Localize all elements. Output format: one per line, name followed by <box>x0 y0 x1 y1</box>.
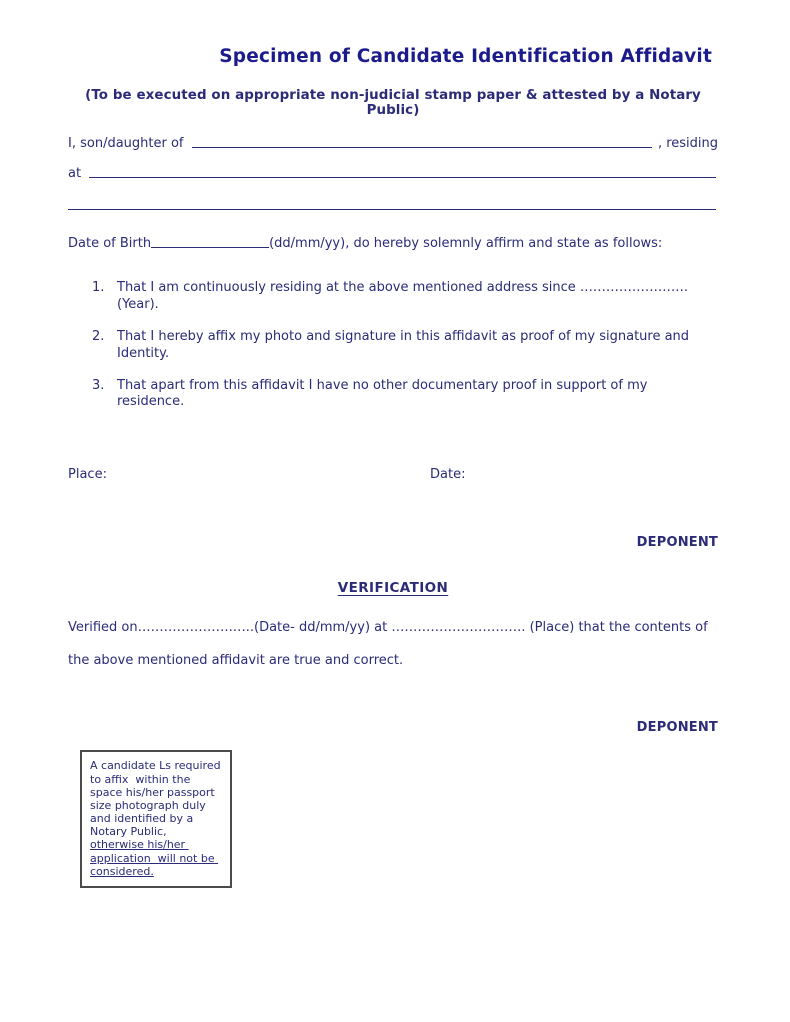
document-subtitle: (To be executed on appropriate non-judicial stamp paper & attested by a Notary Public) <box>85 88 701 118</box>
address-fill-in-line-1 <box>89 176 716 178</box>
list-item-number: 3. <box>92 377 105 393</box>
date-of-birth-fill-in-line <box>151 246 269 248</box>
photo-instruction-text: A candidate Ls required to affix within the space his/her passport size photograph duly and identified by a Notary Public, <box>90 759 225 839</box>
name-row <box>68 134 718 151</box>
photo-instruction-box <box>80 750 232 888</box>
address-row-2 <box>68 196 718 213</box>
deponent-signature-label: DEPONENT <box>636 720 718 736</box>
address-fill-in-line-2 <box>68 208 716 210</box>
deponent-signature-label: DEPONENT <box>636 535 718 551</box>
list-item <box>68 329 718 363</box>
date-label: Date: <box>430 467 466 483</box>
list-item-number: 2. <box>92 328 105 344</box>
document-title: Specimen of Candidate Identification Affidavit <box>219 46 712 67</box>
verification-line-1: Verified on………………….…..(Date- dd/mm/yy) at …………………………. (Place) that the contents of <box>68 620 708 636</box>
date-of-birth-row <box>68 236 718 251</box>
list-item-text: That I am continuously residing at the above mentioned address since ……………………. (Year). <box>117 280 689 312</box>
place-label: Place: <box>68 467 107 483</box>
list-item <box>68 378 718 412</box>
at-label: at <box>68 166 82 181</box>
verification-line-2: the above mentioned affidavit are true and correct. <box>68 653 404 669</box>
date-of-birth-label: Date of Birth <box>68 236 152 251</box>
list-item-text: That apart from this affidavit I have no other documentary proof in support of my residence. <box>117 377 648 410</box>
place-date-row <box>68 467 718 484</box>
date-of-birth-suffix: (dd/mm/yy), do hereby solemnly affirm and state as follows: <box>269 236 663 251</box>
address-row-1 <box>68 164 718 181</box>
son-daughter-label: I, son/daughter of <box>68 136 184 151</box>
list-item-text: That I hereby affix my photo and signature in this affidavit as proof of my signature and Identity. <box>117 328 690 361</box>
list-item <box>68 280 718 314</box>
verification-heading: VERIFICATION <box>337 580 449 597</box>
residing-label: , residing <box>657 136 718 151</box>
list-item-number: 1. <box>92 280 105 295</box>
name-fill-in-line <box>192 146 652 148</box>
photo-instruction-underlined-text: otherwise his/her application will not be considered. <box>90 838 219 878</box>
affirmation-list <box>68 280 718 411</box>
